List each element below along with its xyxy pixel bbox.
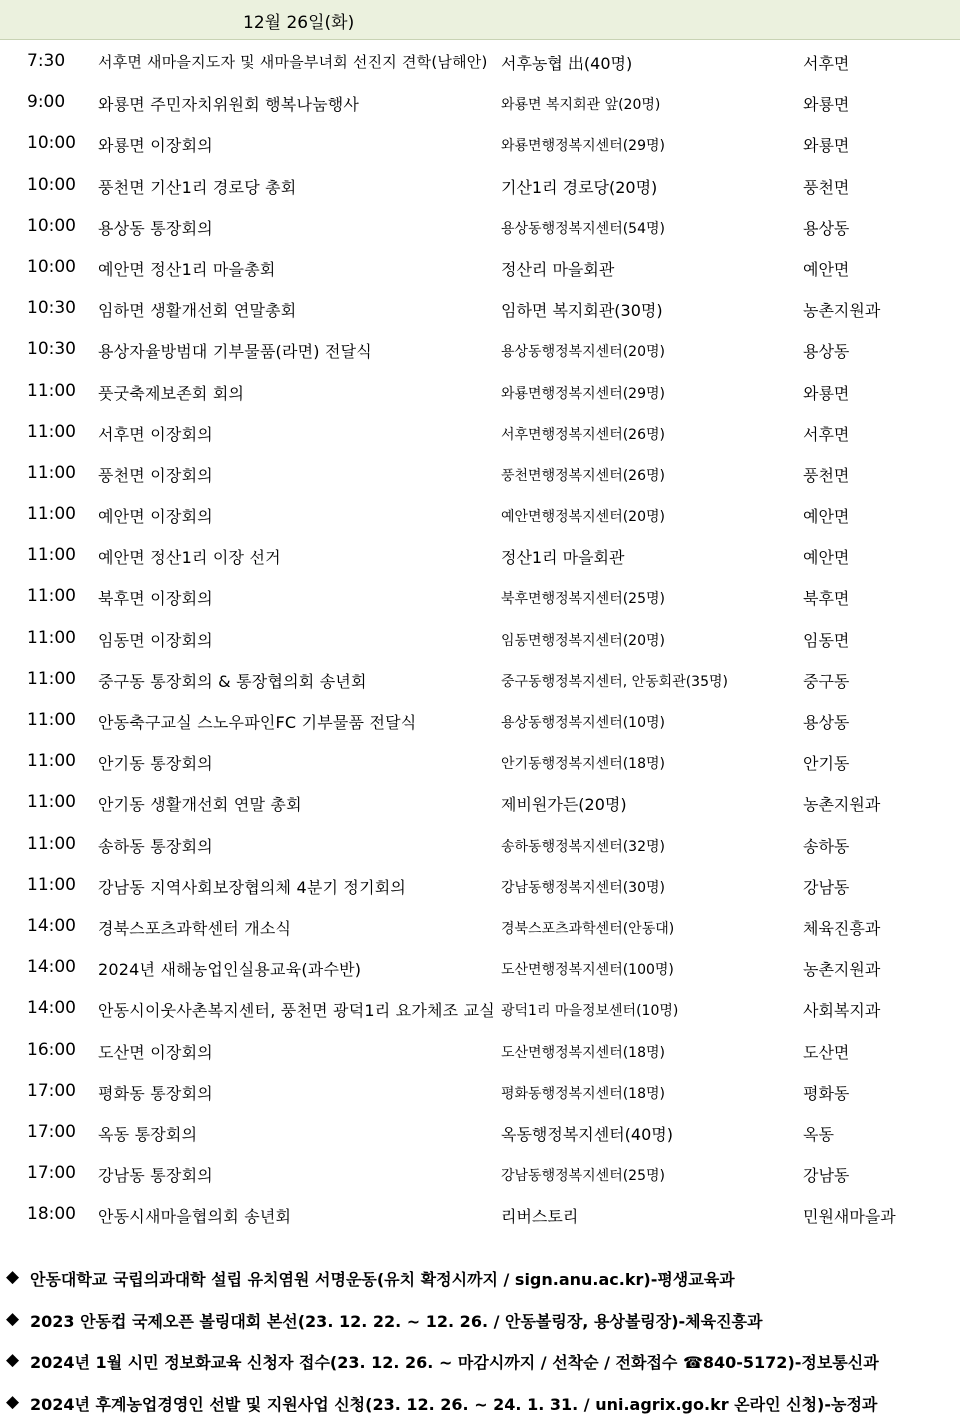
schedule-row [0,247,960,288]
schedule-dept: 옥동 [803,1124,834,1144]
schedule-row [0,41,960,82]
schedule-time: 18:00 [27,1204,76,1225]
notice-text: 안동대학교 국립의과대학 설립 유치염원 서명운동(유치 확정시까지 / sign.anu.ac.kr)-평생교육과 [30,1270,735,1289]
schedule-dept: 강남동 [803,1166,850,1186]
schedule-row [0,618,960,659]
schedule-dept: 민원새마을과 [803,1207,896,1227]
schedule-row [0,865,960,906]
schedule-event: 강남동 지역사회보장협의체 4분기 정기회의 [98,877,407,897]
schedule-dept: 농촌지원과 [803,301,881,321]
schedule-time: 14:00 [27,998,76,1019]
notice-item [0,1257,960,1299]
schedule-event: 임하면 생활개선회 연말총회 [98,301,297,321]
schedule-dept: 북후면 [803,589,850,609]
schedule-time: 11:00 [27,462,76,483]
schedule-place: 중구동행정복지센터, 안동회관(35명) [501,673,728,690]
schedule-time: 11:00 [27,627,76,648]
schedule-dept: 와룡면 [803,95,850,115]
schedule-dept: 사회복지과 [803,1001,881,1021]
schedule-dept: 예안면 [803,259,850,279]
schedule-row [0,1153,960,1194]
schedule-row [0,824,960,865]
schedule-row [0,741,960,782]
notice-item [0,1340,960,1382]
schedule-event: 옥동 통장회의 [98,1124,198,1144]
schedule-place: 기산1리 경로당(20명) [501,177,658,197]
schedule-event: 와룡면 이장회의 [98,136,213,156]
schedule-place: 리버스토리 [501,1207,579,1227]
schedule-dept: 예안면 [803,507,850,527]
schedule-time: 11:00 [27,421,76,442]
schedule-place: 평화동행정복지센터(18명) [501,1085,665,1102]
schedule-time: 10:00 [27,174,76,195]
notice-item [0,1382,960,1424]
schedule-dept: 풍천면 [803,465,850,485]
schedule-time: 11:00 [27,833,76,854]
schedule-event: 예안면 이장회의 [98,507,213,527]
notice-text: 2024년 1월 시민 정보화교육 신청자 접수(23. 12. 26. ~ 마감시까지 / 선착순 / 전화접수 ☎840-5172)-정보통신과 [30,1353,879,1372]
schedule-place: 서후농협 出(40명) [501,54,633,73]
schedule-event: 임동면 이장회의 [98,630,213,650]
schedule-dept: 예안면 [803,548,850,568]
schedule-time: 11:00 [27,586,76,607]
schedule-dept: 중구동 [803,671,850,691]
schedule-row [0,535,960,576]
schedule-time: 10:00 [27,215,76,236]
schedule-event: 안동시이웃사촌복지센터, 풍천면 광덕1리 요가체조 교실 [98,1001,495,1021]
schedule-event: 송하동 통장회의 [98,836,213,856]
notice-text: 2024년 후계농업경영인 선발 및 지원사업 신청(23. 12. 26. ~ 24. 1. 31. / uni.agrix.go.kr 온라인 신청)-농정과 [30,1394,878,1414]
schedule-event: 안기동 생활개선회 연말 총회 [98,795,302,815]
schedule-place: 풍천면행정복지센터(26명) [501,467,665,484]
notice-item [0,1299,960,1341]
schedule-time: 10:30 [27,298,76,319]
schedule-place: 옥동행정복지센터(40명) [501,1124,673,1144]
schedule-row [0,1030,960,1071]
schedule-row [0,1071,960,1112]
schedule-event: 2024년 새해농업인실용교육(과수반) [98,960,362,980]
schedule-dept: 풍천면 [803,177,850,197]
schedule-event: 와룡면 주민자치위원회 행복나눔행사 [98,95,360,115]
schedule-event: 북후면 이장회의 [98,589,213,609]
schedule-dept: 와룡면 [803,383,850,403]
schedule-event: 안동축구교실 스노우파인FC 기부물품 전달식 [98,713,417,732]
schedule-time: 11:00 [27,874,76,895]
schedule-place: 용상동행정복지센터(54명) [501,220,665,237]
schedule-place: 제비원가든(20명) [501,795,627,815]
schedule-dept: 서후면 [803,54,850,73]
schedule-table [0,41,960,1235]
schedule-row [0,453,960,494]
schedule-row [0,165,960,206]
schedule-time: 11:00 [27,751,76,772]
notice-list [0,1257,960,1423]
schedule-row [0,700,960,741]
schedule-time: 11:00 [27,545,76,566]
schedule-event: 풍천면 기산1리 경로당 총회 [98,177,297,197]
schedule-event: 평화동 통장회의 [98,1083,213,1103]
schedule-time: 17:00 [27,1121,76,1142]
schedule-time: 11:00 [27,504,76,525]
schedule-row [0,288,960,329]
schedule-event: 예안면 정산1리 마을총회 [98,259,276,279]
schedule-dept: 체육진흥과 [803,918,881,938]
schedule-time: 11:00 [27,380,76,401]
schedule-place: 용상동행정복지센터(10명) [501,715,665,731]
diamond-bullet-icon: ◆ [6,1267,20,1287]
schedule-place: 강남동행정복지센터(25명) [501,1168,665,1185]
header-date: 12월 26일(화) [243,13,355,33]
schedule-row [0,988,960,1029]
schedule-row [0,906,960,947]
schedule-dept: 농촌지원과 [803,795,881,815]
schedule-time: 10:00 [27,256,76,277]
schedule-dept: 임동면 [803,630,850,650]
schedule-dept: 평화동 [803,1083,850,1103]
schedule-event: 중구동 통장회의 & 통장협의회 송년회 [98,671,367,691]
schedule-dept: 와룡면 [803,136,850,156]
schedule-place: 용상동행정복지센터(20명) [501,344,665,361]
schedule-place: 경북스포츠과학센터(안동대) [501,920,675,937]
schedule-dept: 도산면 [803,1042,850,1062]
schedule-dept: 송하동 [803,836,850,856]
schedule-row [0,782,960,823]
schedule-event: 안동시새마을협의회 송년회 [98,1207,292,1227]
date-header [0,0,960,40]
schedule-event: 용상동 통장회의 [98,218,213,238]
schedule-event: 용상자율방범대 기부물품(라면) 전달식 [98,342,372,362]
schedule-event: 도산면 이장회의 [98,1042,213,1062]
schedule-time: 11:00 [27,792,76,813]
schedule-row [0,206,960,247]
schedule-time: 17:00 [27,1080,76,1101]
schedule-row [0,412,960,453]
schedule-dept: 용상동 [803,218,850,238]
schedule-row [0,371,960,412]
schedule-row [0,494,960,535]
schedule-dept: 강남동 [803,877,850,897]
schedule-time: 11:00 [27,668,76,689]
schedule-time: 17:00 [27,1163,76,1184]
schedule-time: 10:30 [27,339,76,360]
schedule-row [0,329,960,370]
schedule-event: 경북스포츠과학센터 개소식 [98,918,292,938]
schedule-event: 예안면 정산1리 이장 선거 [98,548,281,568]
schedule-place: 임하면 복지회관(30명) [501,301,663,321]
schedule-time: 14:00 [27,957,76,978]
schedule-time: 11:00 [27,710,76,730]
schedule-row [0,947,960,988]
schedule-row [0,82,960,123]
schedule-time: 10:00 [27,133,76,154]
schedule-place: 와룡면행정복지센터(29명) [501,138,665,155]
schedule-dept: 농촌지원과 [803,960,881,980]
diamond-bullet-icon: ◆ [6,1308,20,1329]
schedule-place: 정산리 마을회관 [501,259,615,279]
notice-text: 2023 안동컵 국제오픈 볼링대회 본선(23. 12. 22. ~ 12. 26. / 안동볼링장, 용상볼링장)-체육진흥과 [30,1311,763,1331]
schedule-place: 송하동행정복지센터(32명) [501,838,665,855]
schedule-place: 예안면행정복지센터(20명) [501,509,665,526]
schedule-event: 풍천면 이장회의 [98,465,213,485]
schedule-place: 서후면행정복지센터(26명) [501,426,665,443]
schedule-place: 임동면행정복지센터(20명) [501,632,665,649]
schedule-event: 안기동 통장회의 [98,754,213,774]
schedule-event: 서후면 새마을지도자 및 새마을부녀회 선진지 견학(남해안) [98,53,488,71]
schedule-place: 와룡면 복지회관 앞(20명) [501,97,661,114]
schedule-place: 광덕1리 마을정보센터(10명) [501,1003,679,1020]
schedule-row [0,659,960,700]
schedule-row [0,576,960,617]
schedule-dept: 용상동 [803,342,850,362]
schedule-event: 서후면 이장회의 [98,424,213,444]
schedule-place: 와룡면행정복지센터(29명) [501,385,665,402]
schedule-event: 풋굿축제보존회 회의 [98,383,245,403]
schedule-dept: 용상동 [803,713,850,732]
schedule-place: 정산1리 마을회관 [501,548,625,568]
diamond-bullet-icon: ◆ [6,1391,20,1412]
schedule-place: 도산면행정복지센터(100명) [501,962,674,979]
schedule-time: 16:00 [27,1039,76,1060]
schedule-time: 14:00 [27,915,76,936]
schedule-place: 강남동행정복지센터(30명) [501,879,665,896]
schedule-row [0,1194,960,1235]
schedule-time: 9:00 [27,92,66,113]
schedule-place: 안기동행정복지센터(18명) [501,756,665,773]
diamond-bullet-icon: ◆ [6,1350,20,1370]
schedule-place: 북후면행정복지센터(25명) [501,591,665,608]
schedule-dept: 서후면 [803,424,850,444]
schedule-time: 7:30 [27,51,66,71]
schedule-row [0,1112,960,1153]
schedule-dept: 안기동 [803,754,850,774]
schedule-event: 강남동 통장회의 [98,1166,213,1186]
schedule-row [0,123,960,164]
schedule-place: 도산면행정복지센터(18명) [501,1044,665,1061]
